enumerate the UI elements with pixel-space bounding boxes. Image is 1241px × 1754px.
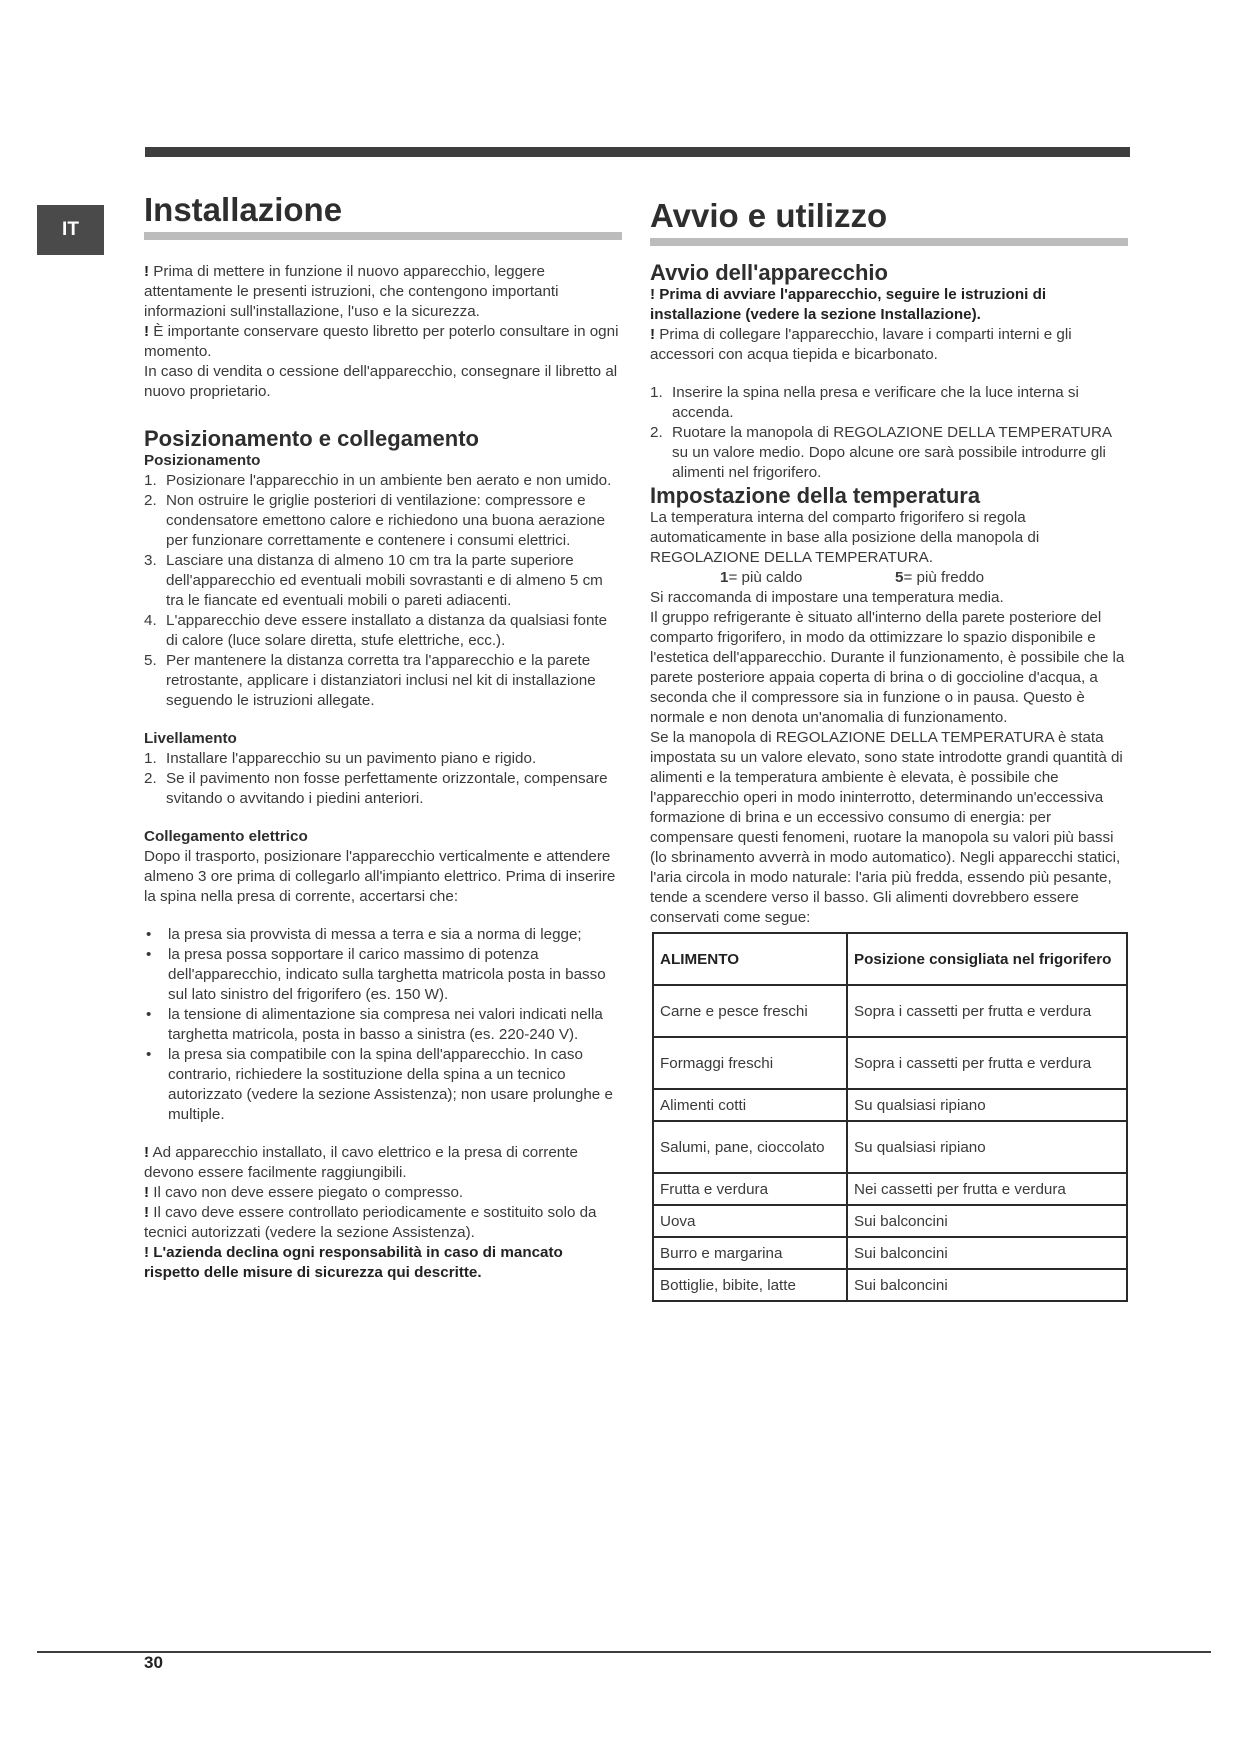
- table-cell: Bottiglie, bibite, latte: [653, 1269, 847, 1301]
- table-cell: Sopra i cassetti per frutta e verdura: [847, 985, 1127, 1037]
- page-number: 30: [144, 1653, 163, 1672]
- positioning-heading: Posizionamento e collegamento: [144, 426, 479, 451]
- temperature-paragraph: La temperatura interna del comparto frigorifero si regola automaticamente in base alla posizione della manopola di REGOLAZIONE DELLA TEMPERATURA.: [650, 509, 1040, 566]
- top-header-bar: [145, 147, 1130, 157]
- startup-steps: [650, 383, 1130, 483]
- list-item: 1. Installare l'apparecchio su un pavimento piano e rigido.: [144, 750, 537, 767]
- startup-bold-warning: ! Prima di avviare l'apparecchio, seguire le istruzioni di installazione (vedere la sezione Installazione).: [650, 286, 1047, 323]
- liability-warning: ! L'azienda declina ogni responsabilità in caso di mancato rispetto delle misure di sicurezza qui descritte.: [144, 1244, 563, 1281]
- title-underline: [144, 232, 622, 240]
- list-item: 2. Ruotare la manopola di REGOLAZIONE DELLA TEMPERATURA su un valore medio. Dopo alcune ore sarà possibile introdurre gli alimenti nel frigorifero.: [650, 424, 1112, 481]
- electrical-subheading: Collegamento elettrico: [144, 828, 308, 845]
- table-cell: Frutta e verdura: [653, 1173, 847, 1205]
- table-header-row: [653, 933, 1127, 985]
- table-header-cell: Posizione consigliata nel frigorifero: [847, 933, 1127, 985]
- list-item: 1. Inserire la spina nella presa e verificare che la luce interna si accenda.: [650, 384, 1079, 421]
- intro-paragraph: ! Prima di mettere in funzione il nuovo apparecchio, leggere attentamente le presenti istruzioni, che contengono importanti informazioni sull'installazione, l'uso e la sicurezza.: [144, 263, 559, 320]
- leveling-subheading: Livellamento: [144, 730, 237, 747]
- warning-paragraph: ! Il cavo non deve essere piegato o compresso.: [144, 1184, 464, 1201]
- table-cell: Salumi, pane, cioccolato: [653, 1121, 847, 1173]
- table-cell: Carne e pesce freschi: [653, 985, 847, 1037]
- table-cell: Su qualsiasi ripiano: [847, 1089, 1127, 1121]
- table-cell: Uova: [653, 1205, 847, 1237]
- table-row: [653, 1205, 1127, 1237]
- table-cell: Formaggi freschi: [653, 1037, 847, 1089]
- temperature-scale: 1= più caldo 5= più freddo: [720, 569, 985, 586]
- table-cell: Burro e margarina: [653, 1237, 847, 1269]
- table-header-cell: ALIMENTO: [653, 933, 847, 985]
- table-row: [653, 1037, 1127, 1089]
- intro-paragraph: In caso di vendita o cessione dell'apparecchio, consegnare il libretto al nuovo proprietario.: [144, 363, 618, 400]
- positioning-subheading: Posizionamento: [144, 452, 261, 469]
- startup-note: ! Prima di collegare l'apparecchio, lavare i comparti interni e gli accessori con acqua tiepida e bicarbonato.: [650, 326, 1072, 363]
- table-row: [653, 1269, 1127, 1301]
- table-cell: Sopra i cassetti per frutta e verdura: [847, 1037, 1127, 1089]
- installation-column: [144, 190, 622, 1283]
- list-item: 5. Per mantenere la distanza corretta tra l'apparecchio e la parete retrostante, applicare i distanziatori inclusi nel kit di installazione seguendo le istruzioni allegate.: [144, 652, 596, 709]
- table-cell: Alimenti cotti: [653, 1089, 847, 1121]
- list-item: 1. Posizionare l'apparecchio in un ambiente ben aerato e non umido.: [144, 472, 612, 489]
- list-item: • la presa possa sopportare il carico massimo di potenza dell'apparecchio, indicato sulla targhetta matricola posta in basso sul lato sinistro del frigorifero (es. 150 W).: [146, 946, 606, 1003]
- list-item: • la presa sia provvista di messa a terra e sia a norma di legge;: [146, 926, 582, 943]
- startup-title: Avvio e utilizzo: [650, 197, 888, 234]
- list-item: 2. Non ostruire le griglie posteriori di ventilazione: compressore e condensatore emettono calore e richiedono una buona aerazione per funzionare correttamente e contenere i consumi elettrici.: [144, 492, 606, 549]
- footer-rule: [37, 1651, 1211, 1653]
- table-row: [653, 1237, 1127, 1269]
- intro-paragraph: ! È importante conservare questo libretto per poterlo consultare in ogni momento.: [144, 323, 619, 360]
- table-row: [653, 1089, 1127, 1121]
- electrical-paragraph: Dopo il trasporto, posizionare l'apparecchio verticalmente e attendere almeno 3 ore prima di collegarlo all'impianto elettrico. Prima di inserire la spina nella presa di corrente, accertarsi che:: [144, 848, 616, 905]
- electrical-checklist: [144, 925, 622, 1125]
- table-row: [653, 985, 1127, 1037]
- title-underline: [650, 238, 1128, 246]
- food-storage-table: [652, 932, 1128, 1302]
- list-item: • la presa sia compatibile con la spina dell'apparecchio. In caso contrario, richiedere la sostituzione della spina a un tecnico autorizzato (vedere la sezione Assistenza); non usare prolunghe e multiple.: [146, 1046, 613, 1123]
- warning-paragraph: ! Ad apparecchio installato, il cavo elettrico e la presa di corrente devono essere facilmente raggiungibili.: [144, 1144, 578, 1181]
- list-item: 3. Lasciare una distanza di almeno 10 cm tra la parte superiore dell'apparecchio ed eventuali mobili sovrastanti e di almeno 5 cm tra le fiancate ed eventuali mobili o pareti adiacenti.: [144, 552, 603, 609]
- warning-paragraph: ! Il cavo deve essere controllato periodicamente e sostituito solo da tecnici autorizzati (vedere la sezione Assistenza).: [144, 1204, 597, 1241]
- temperature-heading: Impostazione della temperatura: [650, 483, 981, 508]
- list-item: 4. L'apparecchio deve essere installato a distanza da qualsiasi fonte di calore (luce solare diretta, stufe elettriche, ecc.).: [144, 612, 608, 649]
- list-item: 2. Se il pavimento non fosse perfettamente orizzontale, compensare svitando o avvitando i piedini anteriori.: [144, 770, 608, 807]
- table-cell: Sui balconcini: [847, 1205, 1127, 1237]
- list-item: • la tensione di alimentazione sia compresa nei valori indicati nella targhetta matricola, posta in basso a sinistra (es. 220-240 V).: [146, 1006, 603, 1043]
- table-row: [653, 1173, 1127, 1205]
- table-row: [653, 1121, 1127, 1173]
- table-cell: Su qualsiasi ripiano: [847, 1121, 1127, 1173]
- table-cell: Sui balconcini: [847, 1237, 1127, 1269]
- language-tab: IT: [37, 205, 104, 255]
- temperature-paragraph: Se la manopola di REGOLAZIONE DELLA TEMPERATURA è stata impostata su un valore elevato, sono state introdotte grandi quantità di alimenti e la temperatura ambiente è elevata, è possibile che l'apparecchio operi in modo ininterrotto, determinando un'eccessiva formazione di brina e un eccessivo consumo di energia: per compensare questi fenomeni, ruotare la manopola su valori più bassi (lo sbrinamento avverrà in modo automatico). Negli apparecchi statici, l'aria circola in modo naturale: l'aria più fredda, essendo più pesante, tende a scendere verso il basso. Gli alimenti dovrebbero essere conservati come segue:: [650, 729, 1123, 926]
- temperature-paragraph: Si raccomanda di impostare una temperatura media.: [650, 589, 1004, 606]
- temperature-paragraph: Il gruppo refrigerante è situato all'interno della parete posteriore del comparto frigorifero, in modo da ottimizzare lo spazio disponibile e l'estetica dell'apparecchio. Durante il funzionamento, è possibile che la parete posteriore appaia coperta di brina o di goccioline d'acqua, a seconda che il compressore sia in funzione o in pausa. Questo è normale e non denota un'anomalia di funzionamento.: [650, 609, 1125, 726]
- table-cell: Nei cassetti per frutta e verdura: [847, 1173, 1127, 1205]
- positioning-list: [144, 471, 622, 711]
- leveling-list: [144, 749, 622, 809]
- installation-title: Installazione: [144, 191, 343, 228]
- startup-heading: Avvio dell'apparecchio: [650, 260, 888, 285]
- table-cell: Sui balconcini: [847, 1269, 1127, 1301]
- startup-column: [650, 196, 1130, 1302]
